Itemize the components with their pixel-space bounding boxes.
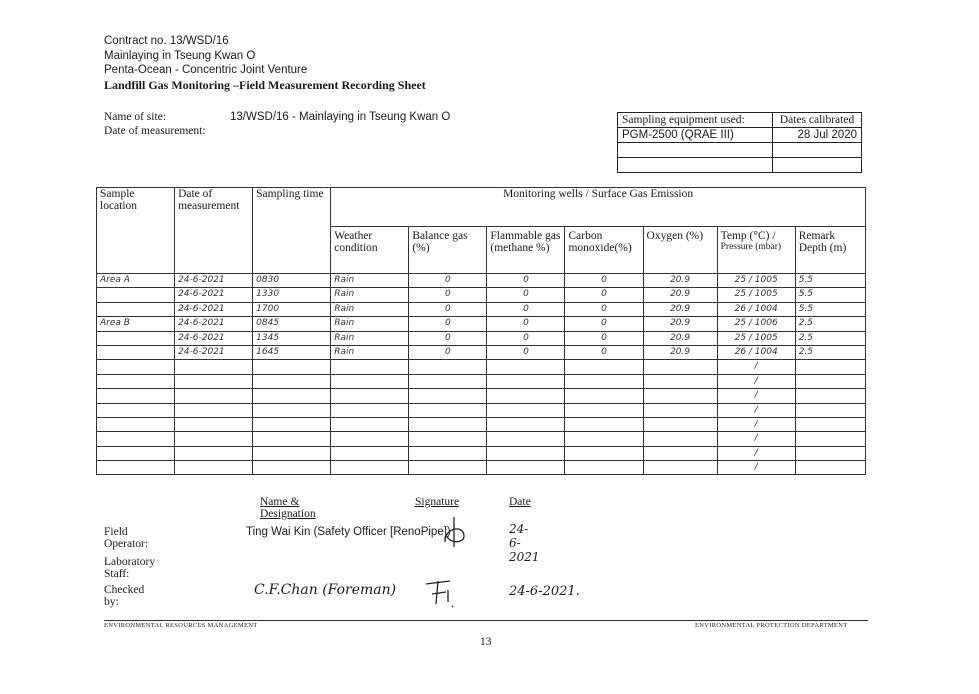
table-row bbox=[97, 345, 866, 359]
calibration-date bbox=[773, 143, 862, 158]
carbon-monoxide-cell bbox=[565, 389, 643, 403]
balance-gas-header: Balance gas (%) bbox=[409, 227, 487, 274]
date-of-measurement-label: Date of measurement: bbox=[104, 125, 206, 137]
oxygen-cell: 20.9 bbox=[643, 288, 717, 302]
sample-location-cell bbox=[97, 446, 175, 460]
flammable-gas-cell bbox=[487, 403, 565, 417]
date-cell bbox=[175, 360, 253, 374]
date-cell bbox=[175, 374, 253, 388]
temp-pressure-cell: / bbox=[717, 389, 795, 403]
field-operator-signature bbox=[440, 514, 470, 550]
flammable-gas-cell: 0 bbox=[487, 331, 565, 345]
weather-cell: Rain bbox=[331, 331, 409, 345]
balance-gas-cell: 0 bbox=[409, 302, 487, 316]
remark-depth-cell bbox=[795, 432, 865, 446]
temp-header: Temp (°C) / bbox=[720, 230, 776, 242]
carbon-monoxide-cell bbox=[565, 360, 643, 374]
monitoring-group-header: Monitoring wells / Surface Gas Emission bbox=[331, 188, 866, 227]
document-header bbox=[104, 34, 426, 92]
equipment-table bbox=[617, 112, 862, 173]
weather-cell bbox=[331, 374, 409, 388]
carbon-monoxide-cell bbox=[565, 446, 643, 460]
equipment-name bbox=[618, 158, 773, 173]
oxygen-cell bbox=[643, 432, 717, 446]
footer-right: ENVIRONMENTAL PROTECTION DEPARTMENT bbox=[695, 622, 848, 629]
weather-cell bbox=[331, 403, 409, 417]
balance-gas-cell bbox=[409, 360, 487, 374]
measurement-table bbox=[96, 187, 866, 475]
balance-gas-cell: 0 bbox=[409, 317, 487, 331]
field-operator-label: Field Operator: bbox=[104, 526, 149, 550]
balance-gas-cell bbox=[409, 432, 487, 446]
flammable-gas-cell: 0 bbox=[487, 345, 565, 359]
carbon-monoxide-cell bbox=[565, 374, 643, 388]
temp-pressure-header bbox=[717, 227, 795, 274]
temp-pressure-cell: / bbox=[717, 432, 795, 446]
balance-gas-cell: 0 bbox=[409, 345, 487, 359]
sampling-time-cell bbox=[253, 417, 331, 431]
balance-gas-cell: 0 bbox=[409, 331, 487, 345]
laboratory-staff-label: Laboratory Staff: bbox=[104, 556, 156, 580]
date-cell: 24-6-2021 bbox=[175, 274, 253, 288]
equipment-row bbox=[618, 143, 862, 158]
weather-cell bbox=[331, 432, 409, 446]
table-row bbox=[97, 331, 866, 345]
temp-pressure-cell: 25 / 1005 bbox=[717, 331, 795, 345]
weather-cell bbox=[331, 417, 409, 431]
checked-by-label: Checked by: bbox=[104, 584, 145, 608]
weather-cell bbox=[331, 461, 409, 475]
sampling-time-cell: 0845 bbox=[253, 317, 331, 331]
oxygen-cell bbox=[643, 374, 717, 388]
weather-cell: Rain bbox=[331, 302, 409, 316]
table-row bbox=[97, 302, 866, 316]
carbon-monoxide-cell: 0 bbox=[565, 331, 643, 345]
flammable-gas-cell bbox=[487, 417, 565, 431]
equipment-row bbox=[618, 128, 862, 143]
balance-gas-cell bbox=[409, 389, 487, 403]
weather-cell: Rain bbox=[331, 345, 409, 359]
balance-gas-cell bbox=[409, 446, 487, 460]
weather-cell bbox=[331, 446, 409, 460]
sampling-time-cell bbox=[253, 374, 331, 388]
flammable-gas-header: Flammable gas (methane %) bbox=[487, 227, 565, 274]
temp-pressure-cell: 26 / 1004 bbox=[717, 302, 795, 316]
remark-depth-cell: 2.5 bbox=[795, 345, 865, 359]
temp-pressure-cell: / bbox=[717, 417, 795, 431]
oxygen-cell: 20.9 bbox=[643, 345, 717, 359]
weather-cell bbox=[331, 389, 409, 403]
remark-depth-cell bbox=[795, 389, 865, 403]
remark-depth-cell bbox=[795, 374, 865, 388]
contractor-name: Penta-Ocean - Concentric Joint Venture bbox=[104, 64, 308, 76]
page-number: 13 bbox=[480, 636, 492, 648]
carbon-monoxide-cell bbox=[565, 461, 643, 475]
remark-depth-cell bbox=[795, 446, 865, 460]
carbon-monoxide-cell bbox=[565, 432, 643, 446]
oxygen-cell bbox=[643, 389, 717, 403]
carbon-monoxide-header: Carbon monoxide(%) bbox=[565, 227, 643, 274]
field-operator-date: 24-6-2021 bbox=[509, 522, 540, 564]
table-row bbox=[97, 274, 866, 288]
sampling-time-cell bbox=[253, 432, 331, 446]
table-row bbox=[97, 461, 866, 475]
balance-gas-cell bbox=[409, 374, 487, 388]
remark-depth-cell bbox=[795, 461, 865, 475]
balance-gas-cell: 0 bbox=[409, 274, 487, 288]
date-cell: 24-6-2021 bbox=[175, 331, 253, 345]
equipment-header: Sampling equipment used: bbox=[618, 113, 773, 128]
name-designation-header: Name & Designation bbox=[260, 496, 316, 520]
temp-pressure-cell: / bbox=[717, 374, 795, 388]
table-row bbox=[97, 317, 866, 331]
sample-location-cell: Area B bbox=[97, 317, 175, 331]
date-cell bbox=[175, 446, 253, 460]
pressure-header: Pressure (mbar) bbox=[720, 242, 782, 252]
sampling-time-cell bbox=[253, 446, 331, 460]
flammable-gas-cell bbox=[487, 389, 565, 403]
sampling-time-cell bbox=[253, 389, 331, 403]
oxygen-cell: 20.9 bbox=[643, 302, 717, 316]
sampling-time-cell: 1700 bbox=[253, 302, 331, 316]
sampling-time-cell: 1345 bbox=[253, 331, 331, 345]
weather-header: Weather condition bbox=[331, 227, 409, 274]
sampling-time-cell bbox=[253, 403, 331, 417]
temp-pressure-cell: 25 / 1005 bbox=[717, 288, 795, 302]
field-operator-name: Ting Wai Kin (Safety Officer [RenoPipe]) bbox=[246, 526, 451, 538]
contract-number: Contract no. 13/WSD/16 bbox=[104, 35, 229, 47]
sample-location-cell bbox=[97, 374, 175, 388]
project-name: Mainlaying in Tseung Kwan O bbox=[104, 49, 256, 62]
remark-depth-header: Remark Depth (m) bbox=[795, 227, 865, 274]
oxygen-cell bbox=[643, 403, 717, 417]
footer-divider bbox=[104, 620, 868, 621]
flammable-gas-cell bbox=[487, 461, 565, 475]
temp-pressure-cell: / bbox=[717, 403, 795, 417]
remark-depth-cell: 2.5 bbox=[795, 317, 865, 331]
site-info bbox=[104, 110, 451, 138]
checked-by-name: C.F.Chan (Foreman) bbox=[254, 582, 397, 598]
balance-gas-cell: 0 bbox=[409, 288, 487, 302]
balance-gas-cell bbox=[409, 403, 487, 417]
flammable-gas-cell bbox=[487, 446, 565, 460]
temp-pressure-cell: 25 / 1006 bbox=[717, 317, 795, 331]
carbon-monoxide-cell: 0 bbox=[565, 345, 643, 359]
date-cell: 24-6-2021 bbox=[175, 345, 253, 359]
temp-pressure-cell: 26 / 1004 bbox=[717, 345, 795, 359]
oxygen-cell: 20.9 bbox=[643, 317, 717, 331]
checked-by-date: 24-6-2021. bbox=[509, 584, 580, 599]
carbon-monoxide-cell: 0 bbox=[565, 317, 643, 331]
date-cell bbox=[175, 461, 253, 475]
remark-depth-cell: 5.5 bbox=[795, 302, 865, 316]
balance-gas-cell bbox=[409, 417, 487, 431]
calibration-date-header: Dates calibrated bbox=[773, 113, 862, 128]
date-column-header: Date bbox=[509, 496, 531, 508]
table-row bbox=[97, 374, 866, 388]
sample-location-cell bbox=[97, 403, 175, 417]
sample-location-cell bbox=[97, 302, 175, 316]
weather-cell: Rain bbox=[331, 288, 409, 302]
sampling-time-cell: 1645 bbox=[253, 345, 331, 359]
remark-depth-cell bbox=[795, 417, 865, 431]
date-cell bbox=[175, 389, 253, 403]
oxygen-cell bbox=[643, 360, 717, 374]
sheet-title: Landfill Gas Monitoring –Field Measurement Recording Sheet bbox=[104, 77, 426, 92]
sampling-time-header: Sampling time bbox=[253, 188, 331, 274]
sampling-time-cell bbox=[253, 461, 331, 475]
flammable-gas-cell: 0 bbox=[487, 302, 565, 316]
sampling-time-cell bbox=[253, 360, 331, 374]
carbon-monoxide-cell: 0 bbox=[565, 302, 643, 316]
table-row bbox=[97, 389, 866, 403]
sampling-time-cell: 0830 bbox=[253, 274, 331, 288]
flammable-gas-cell bbox=[487, 432, 565, 446]
flammable-gas-cell: 0 bbox=[487, 288, 565, 302]
weather-cell: Rain bbox=[331, 317, 409, 331]
calibration-date: 28 Jul 2020 bbox=[773, 128, 862, 143]
date-cell bbox=[175, 403, 253, 417]
sample-location-cell bbox=[97, 389, 175, 403]
table-row bbox=[97, 432, 866, 446]
equipment-name bbox=[618, 143, 773, 158]
sample-location-cell bbox=[97, 417, 175, 431]
site-name-value: 13/WSD/16 - Mainlaying in Tseung Kwan O bbox=[230, 111, 451, 123]
sample-location-cell bbox=[97, 345, 175, 359]
footer-left: ENVIRONMENTAL RESOURCES MANAGEMENT bbox=[104, 622, 258, 629]
equipment-name: PGM-2500 (QRAE III) bbox=[618, 128, 773, 143]
equipment-row bbox=[618, 158, 862, 173]
flammable-gas-cell bbox=[487, 360, 565, 374]
sample-location-cell bbox=[97, 331, 175, 345]
sample-location-cell bbox=[97, 360, 175, 374]
flammable-gas-cell: 0 bbox=[487, 317, 565, 331]
sample-location-header: Sample location bbox=[97, 188, 175, 274]
site-name-label: Name of site: bbox=[104, 111, 166, 123]
sampling-time-cell: 1330 bbox=[253, 288, 331, 302]
date-cell: 24-6-2021 bbox=[175, 317, 253, 331]
carbon-monoxide-cell bbox=[565, 403, 643, 417]
remark-depth-cell: 5.5 bbox=[795, 288, 865, 302]
oxygen-cell bbox=[643, 461, 717, 475]
date-cell: 24-6-2021 bbox=[175, 302, 253, 316]
remark-depth-cell: 2.5 bbox=[795, 331, 865, 345]
oxygen-cell bbox=[643, 446, 717, 460]
weather-cell: Rain bbox=[331, 274, 409, 288]
sample-location-cell bbox=[97, 288, 175, 302]
checked-by-signature bbox=[422, 576, 458, 610]
sample-location-cell bbox=[97, 461, 175, 475]
temp-pressure-cell: / bbox=[717, 446, 795, 460]
table-row bbox=[97, 288, 866, 302]
temp-pressure-cell: 25 / 1005 bbox=[717, 274, 795, 288]
table-row bbox=[97, 446, 866, 460]
oxygen-cell: 20.9 bbox=[643, 274, 717, 288]
date-cell bbox=[175, 417, 253, 431]
oxygen-header: Oxygen (%) bbox=[643, 227, 717, 274]
date-cell: 24-6-2021 bbox=[175, 288, 253, 302]
date-cell bbox=[175, 432, 253, 446]
table-row bbox=[97, 360, 866, 374]
remark-depth-cell: 5.5 bbox=[795, 274, 865, 288]
temp-pressure-cell: / bbox=[717, 360, 795, 374]
sample-location-cell: Area A bbox=[97, 274, 175, 288]
sample-location-cell bbox=[97, 432, 175, 446]
signature-header: Signature bbox=[415, 496, 460, 508]
carbon-monoxide-cell: 0 bbox=[565, 288, 643, 302]
carbon-monoxide-cell bbox=[565, 417, 643, 431]
balance-gas-cell bbox=[409, 461, 487, 475]
flammable-gas-cell bbox=[487, 374, 565, 388]
flammable-gas-cell: 0 bbox=[487, 274, 565, 288]
weather-cell bbox=[331, 360, 409, 374]
oxygen-cell bbox=[643, 417, 717, 431]
oxygen-cell: 20.9 bbox=[643, 331, 717, 345]
table-row bbox=[97, 403, 866, 417]
carbon-monoxide-cell: 0 bbox=[565, 274, 643, 288]
calibration-date bbox=[773, 158, 862, 173]
table-row bbox=[97, 417, 866, 431]
date-header: Date of measurement bbox=[175, 188, 253, 274]
remark-depth-cell bbox=[795, 403, 865, 417]
temp-pressure-cell: / bbox=[717, 461, 795, 475]
remark-depth-cell bbox=[795, 360, 865, 374]
